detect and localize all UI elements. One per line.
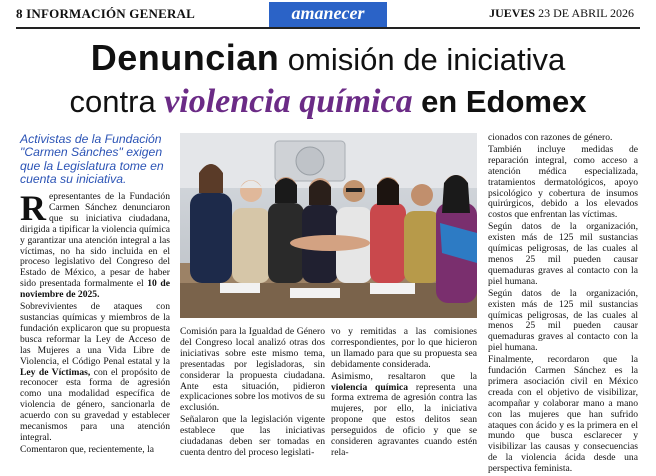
headline-line-2: contra violencia química en Edomex xyxy=(69,83,587,120)
article-lead: Activistas de la Fundación "Carmen Sánches" exigen que la Legislatura tome en cuenta su iniciativa. xyxy=(20,132,164,187)
photo-illustration xyxy=(180,133,477,318)
page-header xyxy=(0,0,656,30)
article-column-4: cionados con razones de género. También incluye medidas de reparación integral, como acceso a atención médica especializada, tratamientos dermatológicos, apoyo psicológico y cobertura de insumos quirúrgicos, debido a los elevados costos que enfrentan las víctimas. Según datos de la organización, existen más de 125 mil sustancias químicas peligrosas, de las cuales al menos 25 mil pueden causar quemaduras graves al contacto con la piel humana. Según datos de la organización, existen más de 125 mil sustancias químicas peligrosas, de las cuales al menos 25 mil pueden causar quemaduras graves al contacto con la piel humana. Finalmente, recordaron que la fundación Carmen Sánchez es la primera asociación civil en México creada con el objetivo de visibilizar, acompañar y colaborar mano a mano con las mujeres que han sufrido ataques con ácido y es la primera en el mundo que busca esclarecer y visibilizar las causas y consecuencias de la violencia ácida desde una perspectiva feminista. xyxy=(488,132,638,475)
headline-line-1: Denuncian omisión de iniciativa xyxy=(90,37,566,78)
article-photo xyxy=(180,133,477,318)
newspaper-logo: amanecer xyxy=(269,2,387,24)
article-column-2: Comisión para la Igualdad de Género del Congreso local analizó otras dos iniciativas sobre este mismo tema, presentadas por legisladoras, sin considerar la propuesta ciudadana. Ante esta situación, pidieron explicaciones sobre los motivos de su exclusión. Señalaron que la legislación vigente establece que las iniciativas ciudadanas deben ser tomadas en cuenta dentro del proceso legislati- xyxy=(180,326,325,458)
article-column-1: Representantes de la Fundación Carmen Sánchez denunciaron que su iniciativa ciudadana, dirigida a tipificar la violencia química y garantizar una atención integral a las víctimas, no ha sido incluida en el proceso legislativo del Congreso del Estado de México, a pesar de haber sido presentada formalmente el 10 de noviembre de 2025. Sobrevivientes de ataques con sustancias químicas y miembros de la fundación explicaron que su propuesta busca reformar la Ley de Acceso de las Mujeres a una Vida Libre de Violencia, el Código Penal estatal y la Ley de Víctimas, con el propósito de reconocer esta forma de agresión como una modalidad específica de violencia de género, sancionarla de acuerdo con su gravedad y establecer mecanismos para una atención integral. Comentaron que, recientemente, la xyxy=(20,188,170,455)
issue-date: JUEVES 23 DE ABRIL 2026 xyxy=(489,6,634,20)
section-label: 8 INFORMACIÓN GENERAL xyxy=(16,6,195,21)
drop-cap: R xyxy=(20,188,46,228)
header-rule xyxy=(16,27,640,29)
article-column-3: vo y remitidas a las comisiones correspondientes, por lo que hicieron un llamado para que su propuesta sea debidamente considerada. Asimismo, resaltaron que la violencia química representa una forma extrema de agresión contra las mujeres, por ello, la iniciativa propone que estos delitos sean perseguidos de oficio y que se consideren agravantes cuando estén rela- xyxy=(331,326,477,458)
